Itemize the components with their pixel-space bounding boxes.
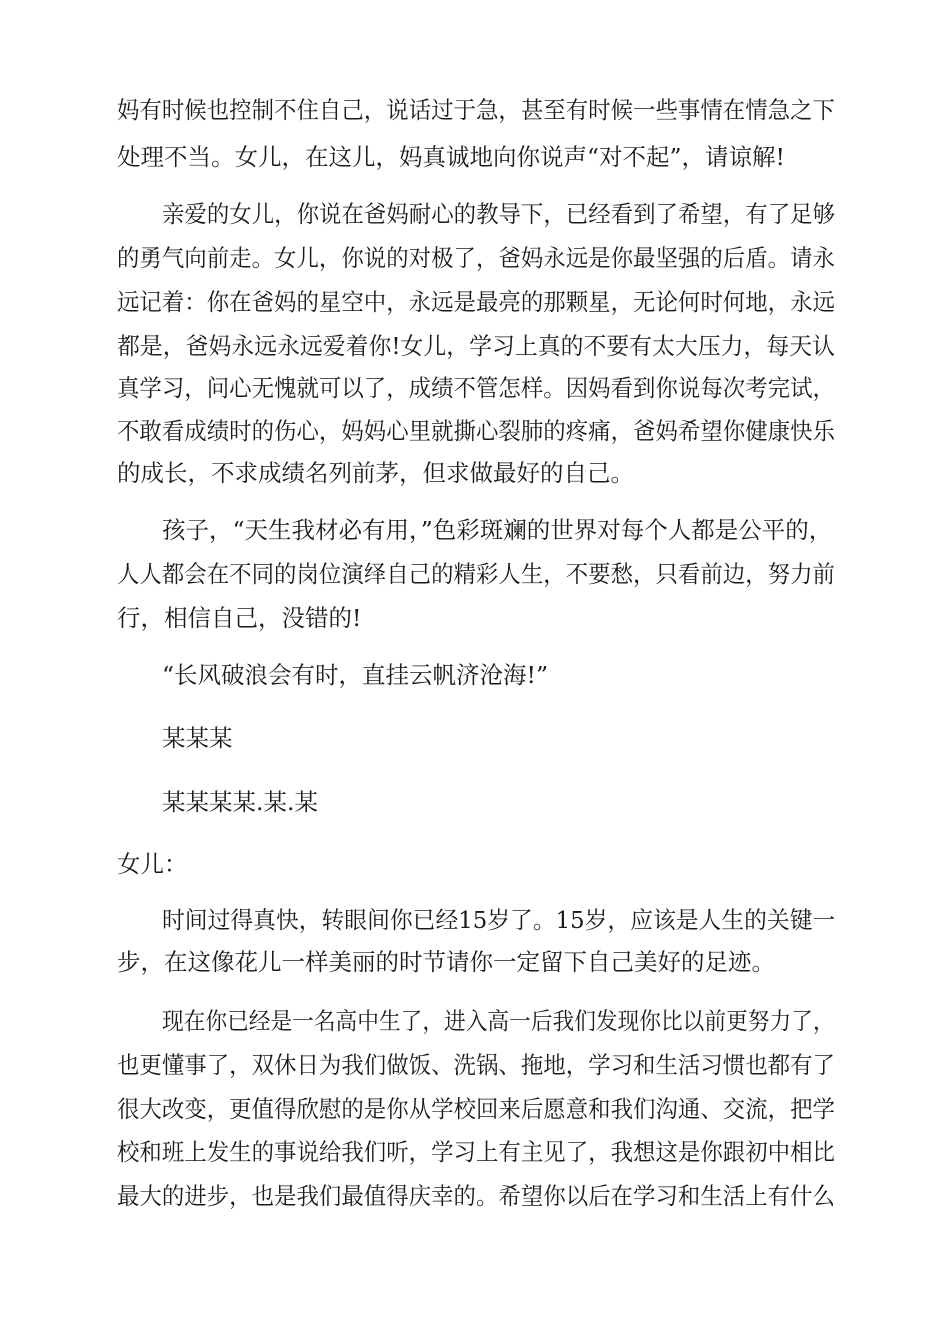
quote-line: “长风破浪会有时，直挂云帆济沧海!” [162, 661, 548, 689]
text-line: 的勇气向前走。女儿，你说的对极了，爸妈永远是你最坚强的后盾。请永 [117, 244, 835, 272]
text-line: 校和班上发生的事说给我们听，学习上有主见了，我想这是你跟初中相比 [117, 1138, 835, 1166]
text-line: 都是，爸妈永远永远爱着你!女儿，学习上真的不要有太大压力，每天认 [117, 332, 835, 360]
text-line: 最大的进步，也是我们最值得庆幸的。希望你以后在学习和生活上有什么 [117, 1182, 835, 1210]
text-line: 的成长，不求成绩名列前茅，但求做最好的自己。 [117, 459, 634, 487]
salutation: 女儿： [117, 850, 188, 878]
text-line: 也更懂事了，双休日为我们做饭、洗锅、拖地，学习和生活习惯也都有了 [117, 1051, 835, 1079]
signature-name: 某某某 [162, 724, 233, 752]
text-line: 不敢看成绩时的伤心，妈妈心里就撕心裂肺的疼痛，爸妈希望你健康快乐 [117, 417, 835, 445]
signature-date: 某某某某.某.某 [162, 788, 318, 816]
text-line: 妈有时候也控制不住自己，说话过于急，甚至有时候一些事情在情急之下 [117, 96, 835, 124]
text-line: 步，在这像花儿一样美丽的时节请你一定留下自己美好的足迹。 [117, 948, 775, 976]
paragraph-first-line: 孩子，“天生我材必有用，”色彩斑斓的世界对每个人都是公平的， [162, 516, 833, 544]
text-line: 远记着：你在爸妈的星空中，永远是最亮的那颗星，无论何时何地，永远 [117, 288, 835, 316]
paragraph-first-line: 亲爱的女儿，你说在爸妈耐心的教导下，已经看到了希望，有了足够 [162, 200, 835, 228]
text-line: 人人都会在不同的岗位演绎自己的精彩人生，不要愁，只看前边，努力前 [117, 560, 835, 588]
text-line: 处理不当。女儿，在这儿，妈真诚地向你说声“对不起”，请谅解! [117, 143, 785, 171]
paragraph-first-line: 时间过得真快，转眼间你已经15岁了。15岁，应该是人生的关键一 [162, 906, 836, 934]
paragraph-first-line: 现在你已经是一名高中生了，进入高一后我们发现你比以前更努力了， [162, 1007, 835, 1035]
text-line: 很大改变，更值得欣慰的是你从学校回来后愿意和我们沟通、交流，把学 [117, 1095, 835, 1123]
text-line: 真学习，问心无愧就可以了，成绩不管怎样。因妈看到你说每次考完试， [117, 374, 835, 402]
text-line: 行，相信自己，没错的! [117, 604, 362, 632]
